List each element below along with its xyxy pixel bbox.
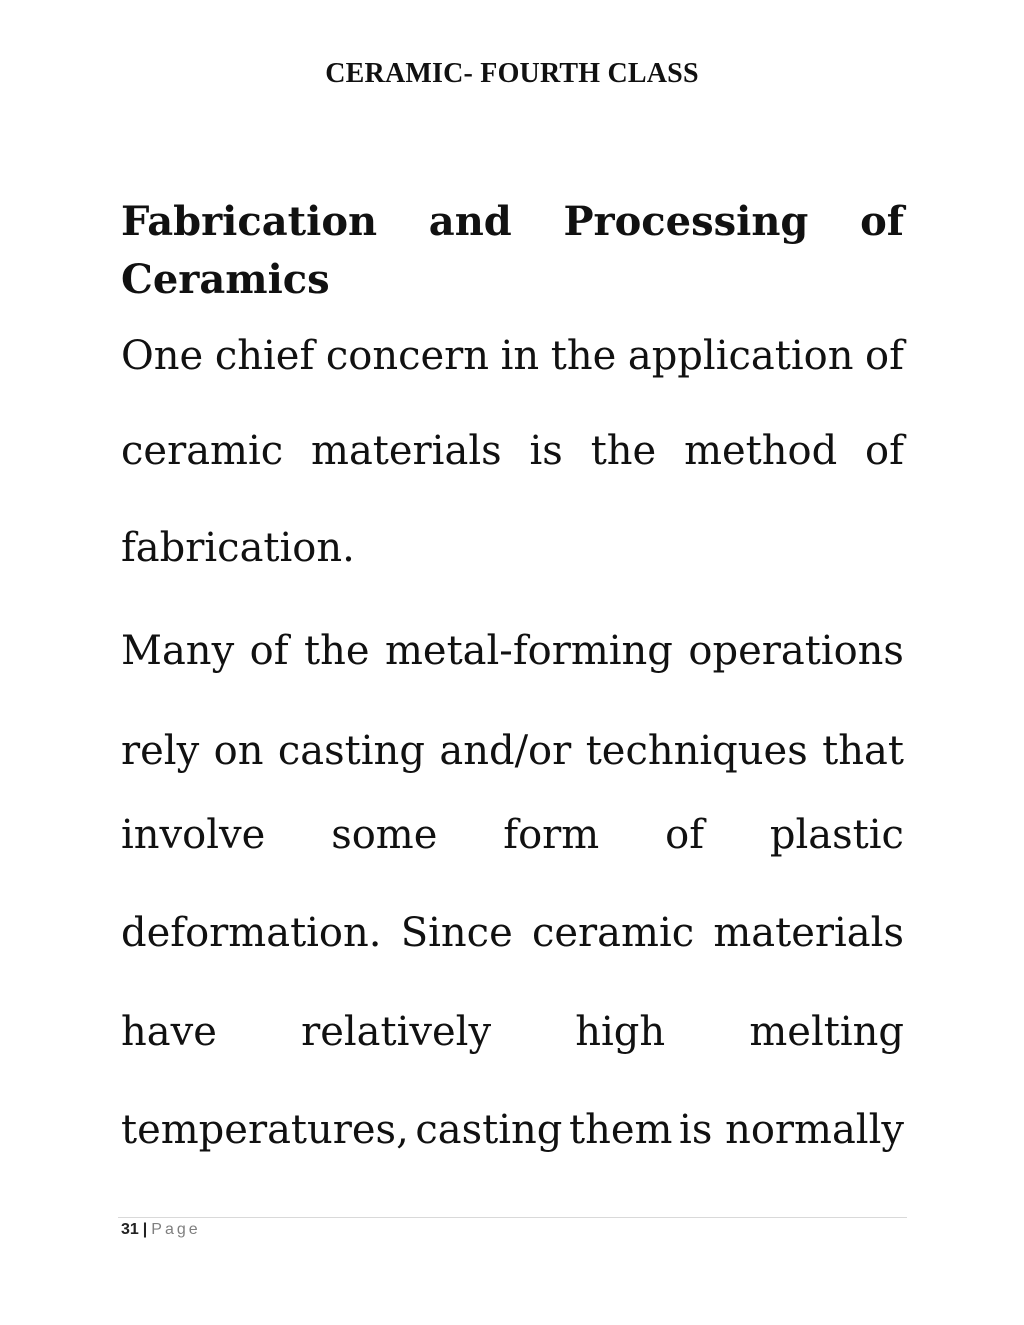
body-word: temperatures, [121,1107,409,1153]
body-word: of [665,812,705,858]
body-word: deformation. [121,910,382,956]
body-line-4 [121,625,904,677]
body-word: materials [713,910,904,956]
body-word: some [331,812,438,858]
body-word: of [249,628,289,674]
body-line-7 [121,907,904,959]
body-word: melting [749,1009,904,1055]
section-title-line-1 [121,196,904,248]
body-word: in [500,333,540,379]
section-title-line-2: Ceramics [121,256,330,303]
title-word: Fabrication [121,198,378,245]
body-word: method [684,428,838,474]
footer-separator: | [142,1221,148,1238]
body-word: the [550,333,617,379]
body-word: application [627,333,854,379]
body-line-9 [121,1104,904,1156]
body-word: techniques [585,728,808,774]
body-line-2 [121,425,904,477]
body-word: high [575,1009,666,1055]
body-word: plastic [769,812,904,858]
body-line-5 [121,725,904,777]
body-word: casting [415,1107,563,1153]
body-word: is [529,428,563,474]
body-word: relatively [301,1009,492,1055]
title-word: and [428,198,512,245]
page-footer [121,1221,201,1239]
title-word: of [860,198,904,245]
body-word: of [865,333,904,379]
body-line-3 [121,522,904,574]
body-word: concern [325,333,490,379]
page-label: Page [151,1221,201,1238]
body-word: Since [400,910,513,956]
body-word: and/or [439,728,572,774]
body-word: materials [311,428,502,474]
body-word: Many [121,628,235,674]
body-word: fabrication. [121,525,355,571]
body-word: One [121,333,204,379]
body-line-1 [121,330,904,382]
body-word: the [304,628,370,674]
body-word: on [213,728,264,774]
body-word: chief [214,333,315,379]
body-word: ceramic [121,428,284,474]
body-word: of [865,428,904,474]
body-word: is normally [679,1107,904,1153]
body-line-8 [121,1006,904,1058]
body-word: rely [121,728,200,774]
title-word: Processing [563,198,809,245]
body-word: have [121,1009,217,1055]
body-word: metal-forming [384,628,673,674]
body-word: involve [121,812,266,858]
body-word: casting [277,728,425,774]
body-word: ceramic [531,910,695,956]
page-header: CERAMIC- FOURTH CLASS [325,58,699,89]
body-word: form [503,812,600,858]
body-word: operations [688,628,904,674]
body-word: them [569,1107,673,1153]
body-word: that [822,728,904,774]
page-number: 31 [121,1221,139,1238]
body-line-6 [121,809,904,861]
body-word: the [590,428,657,474]
footer-divider [118,1217,907,1218]
